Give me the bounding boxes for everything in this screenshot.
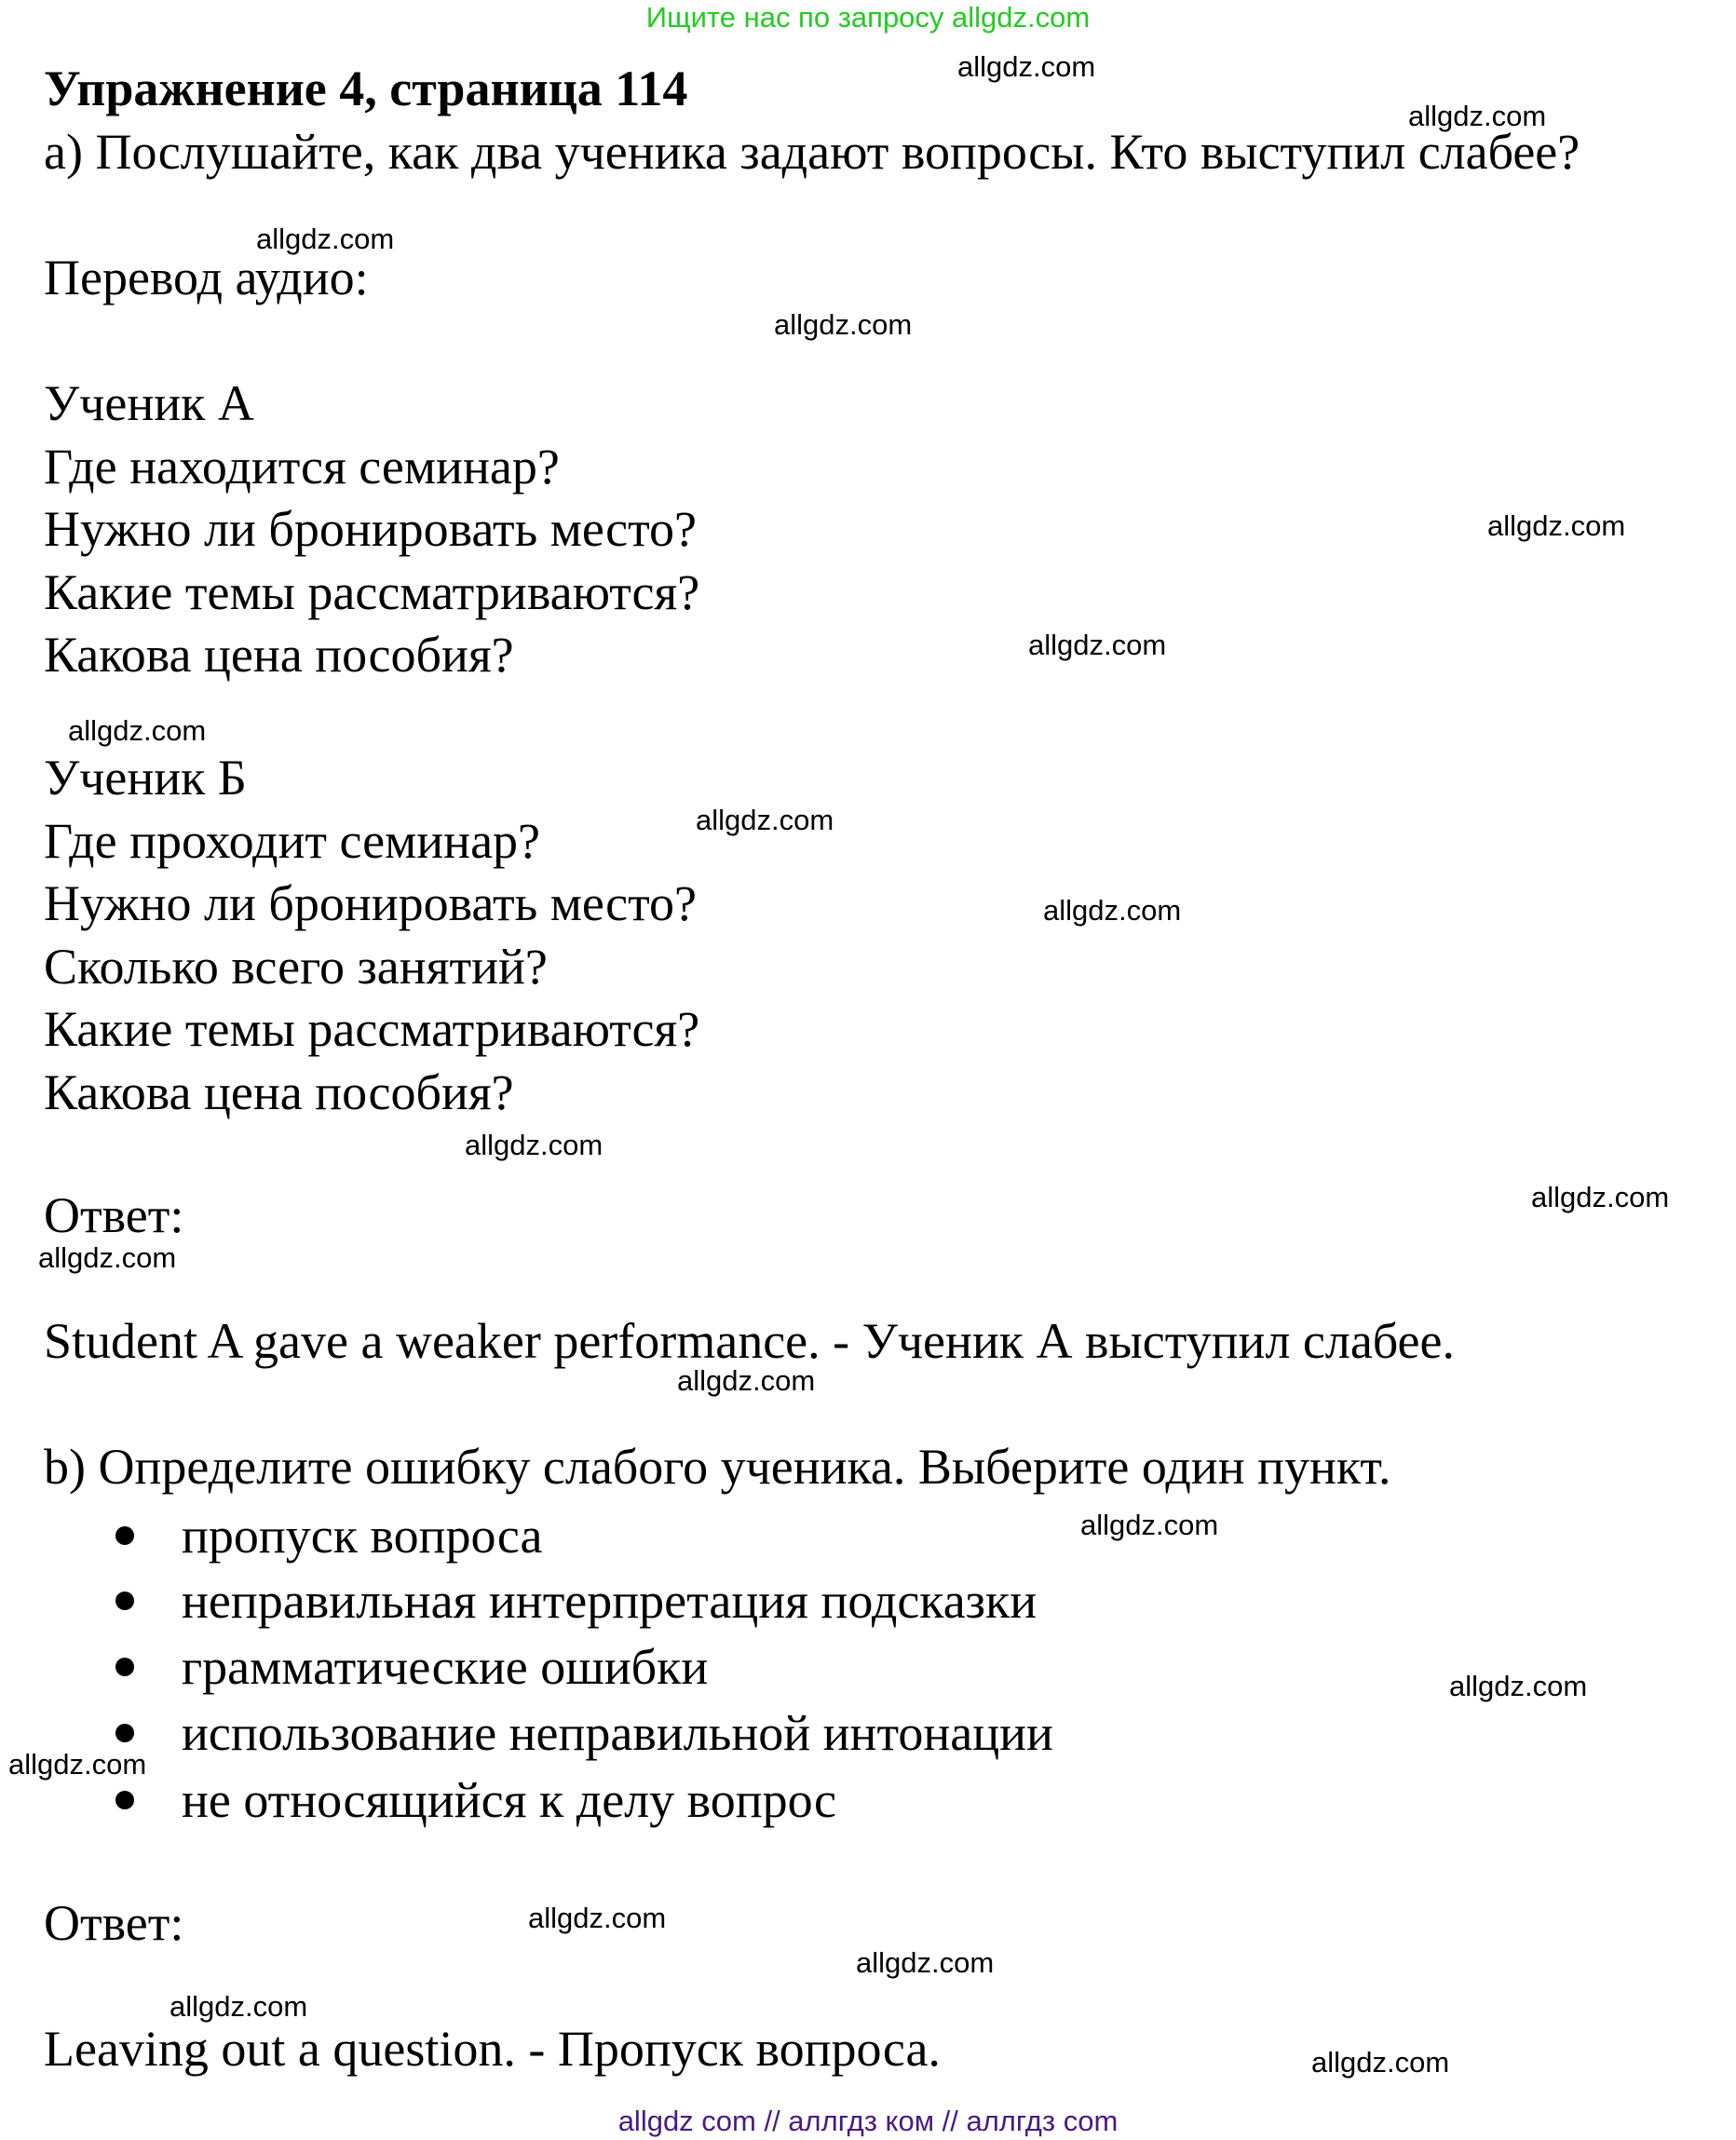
watermark: allgdz.com [1449,1670,1588,1702]
option-item: использование неправильной интонации [182,1705,1053,1761]
watermark: allgdz.com [1487,509,1626,542]
bullet-icon [115,1591,134,1610]
bullet-icon [115,1526,134,1545]
watermark: allgdz.com [856,1946,995,1979]
footer-banner[interactable]: allgdz com // аллгдз ком // аллгдз com [617,2105,1119,2137]
answer-a-text: Student A gave a weaker performance. - Ученик А выступил слабее. [44,1313,1455,1369]
watermark: allgdz.com [696,804,834,836]
student-b-line: Какие темы рассматриваются? [44,1001,700,1057]
watermark: allgdz.com [774,308,913,341]
page-title: Упражнение 4, страница 114 [44,61,688,116]
header-banner[interactable]: Ищите нас по запросу allgdz.com [645,1,1091,34]
option-item: грамматические ошибки [182,1639,709,1695]
watermark: allgdz.com [1531,1181,1670,1213]
watermark: allgdz.com [677,1364,816,1397]
watermark: allgdz.com [465,1129,604,1161]
student-a-line: Какие темы рассматриваются? [44,564,700,620]
bullet-icon [115,1791,134,1809]
option-item: пропуск вопроса [182,1508,543,1564]
part-a-question: а) Послушайте, как два ученика задают вопросы. Кто выступил слабее? [44,124,1580,180]
part-b-question: b) Определите ошибку слабого ученика. Выберите один пункт. [44,1439,1391,1495]
student-b-line: Нужно ли бронировать место? [44,875,697,931]
answer-b-text: Leaving out a question. - Пропуск вопроса. [44,2021,941,2077]
watermark: allgdz.com [256,223,395,255]
student-a-line: Нужно ли бронировать место? [44,501,697,557]
watermark: allgdz.com [528,1902,667,1934]
watermark: allgdz.com [8,1748,147,1781]
student-b-line: Сколько всего занятий? [44,939,548,995]
watermark: allgdz.com [170,1990,308,2023]
answer-b-label: Ответ: [44,1895,184,1951]
watermark: allgdz.com [1311,2046,1450,2079]
watermark: allgdz.com [1028,629,1167,661]
student-a-name: Ученик А [44,375,254,431]
answer-a-label: Ответ: [44,1187,184,1243]
watermark: allgdz.com [957,50,1096,83]
watermark: allgdz.com [1080,1509,1219,1541]
bullet-icon [115,1658,134,1676]
option-item: не относящийся к делу вопрос [182,1772,836,1828]
student-b-line: Где проходит семинар? [44,813,541,869]
student-b-line: Какова цена пособия? [44,1064,514,1120]
bullet-icon [115,1724,134,1742]
student-a-line: Какова цена пособия? [44,627,514,683]
translation-label: Перевод аудио: [44,250,369,305]
student-a-line: Где находится семинар? [44,439,560,494]
watermark: allgdz.com [1043,894,1182,927]
watermark: allgdz.com [1408,100,1547,132]
watermark: allgdz.com [68,714,207,747]
watermark: allgdz.com [38,1241,177,1274]
student-b-name: Ученик Б [44,750,247,806]
option-item: неправильная интерпретация подсказки [182,1573,1038,1629]
